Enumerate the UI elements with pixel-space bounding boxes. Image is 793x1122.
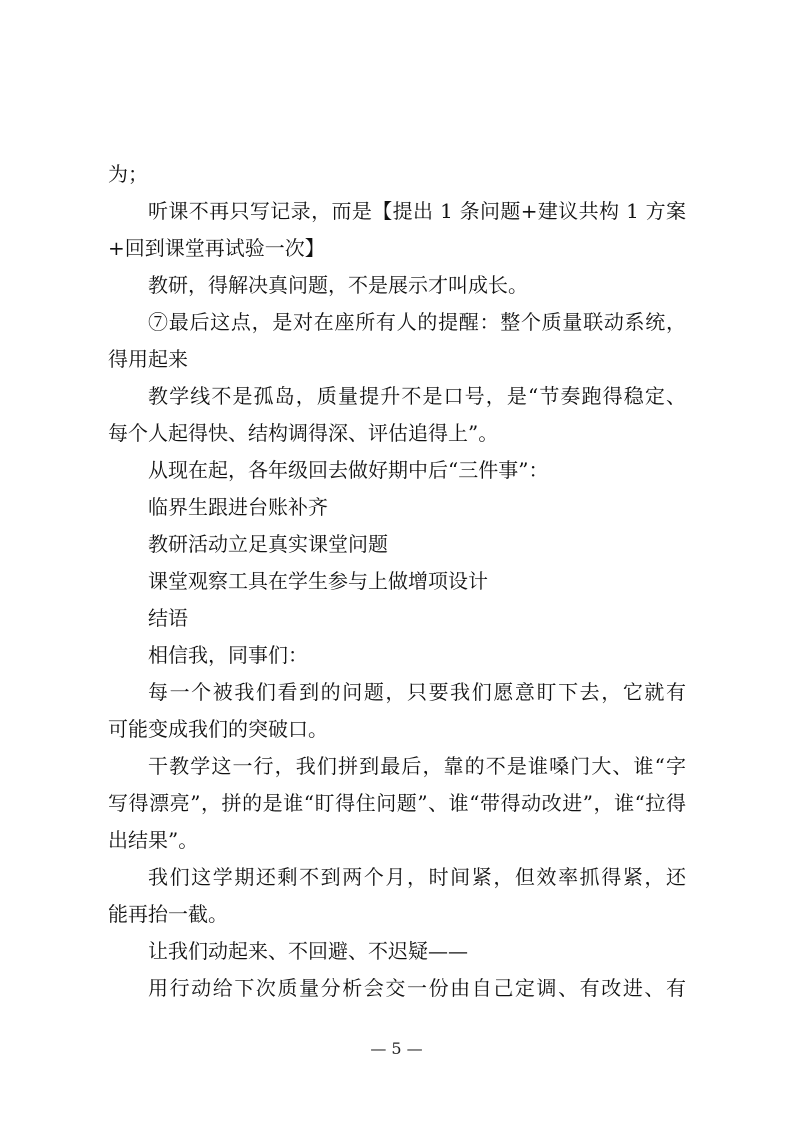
text-line: 每一个被我们看到的问题，只要我们愿意盯下去，它就有: [148, 680, 686, 704]
list-item: 课堂观察工具在学生参与上做增项设计: [148, 569, 488, 593]
text-line: 得用起来: [108, 347, 188, 371]
text-line: 写得漂亮”，拼的是谁“盯得住问题”、谁“带得动改进”，谁“拉得: [108, 791, 686, 815]
list-item: 临界生跟进台账补齐: [148, 495, 328, 519]
text-line: 出结果”。: [108, 828, 199, 852]
text-line: 可能变成我们的突破口。: [108, 717, 328, 741]
list-item: 教研活动立足真实课堂问题: [148, 532, 388, 556]
text-line: 每个人起得快、结构调得深、评估追得上”。: [108, 421, 499, 445]
text-line: ⑦最后这点，是对在座所有人的提醒：整个质量联动系统，: [148, 310, 686, 334]
text-line: 能再抬一截。: [108, 902, 228, 926]
text-line: 我们这学期还剩不到两个月，时间紧，但效率抓得紧，还: [148, 865, 686, 889]
section-heading: 结语: [148, 606, 188, 630]
text-line: 教研，得解决真问题，不是展示才叫成长。: [148, 273, 528, 297]
text-line: 教学线不是孤岛，质量提升不是口号，是“节奏跑得稳定、: [148, 384, 686, 408]
text-line: 听课不再只写记录，而是【提出 1 条问题+建议共构 1 方案: [148, 199, 686, 223]
text-line: 让我们动起来、不回避、不迟疑——: [148, 939, 468, 963]
text-line: +回到课堂再试验一次】: [108, 236, 325, 260]
text-line: 干教学这一行，我们拼到最后，靠的不是谁嗓门大、谁“字: [148, 754, 686, 778]
page-number: — 5 —: [370, 1039, 423, 1058]
text-line: 相信我，同事们：: [148, 643, 308, 667]
document-body: [108, 156, 686, 1007]
text-line: 从现在起，各年级回去做好期中后“三件事”：: [148, 458, 549, 482]
text-line: 为；: [108, 162, 148, 186]
text-line: 用行动给下次质量分析会交一份由自己定调、有改进、有: [148, 976, 686, 1000]
